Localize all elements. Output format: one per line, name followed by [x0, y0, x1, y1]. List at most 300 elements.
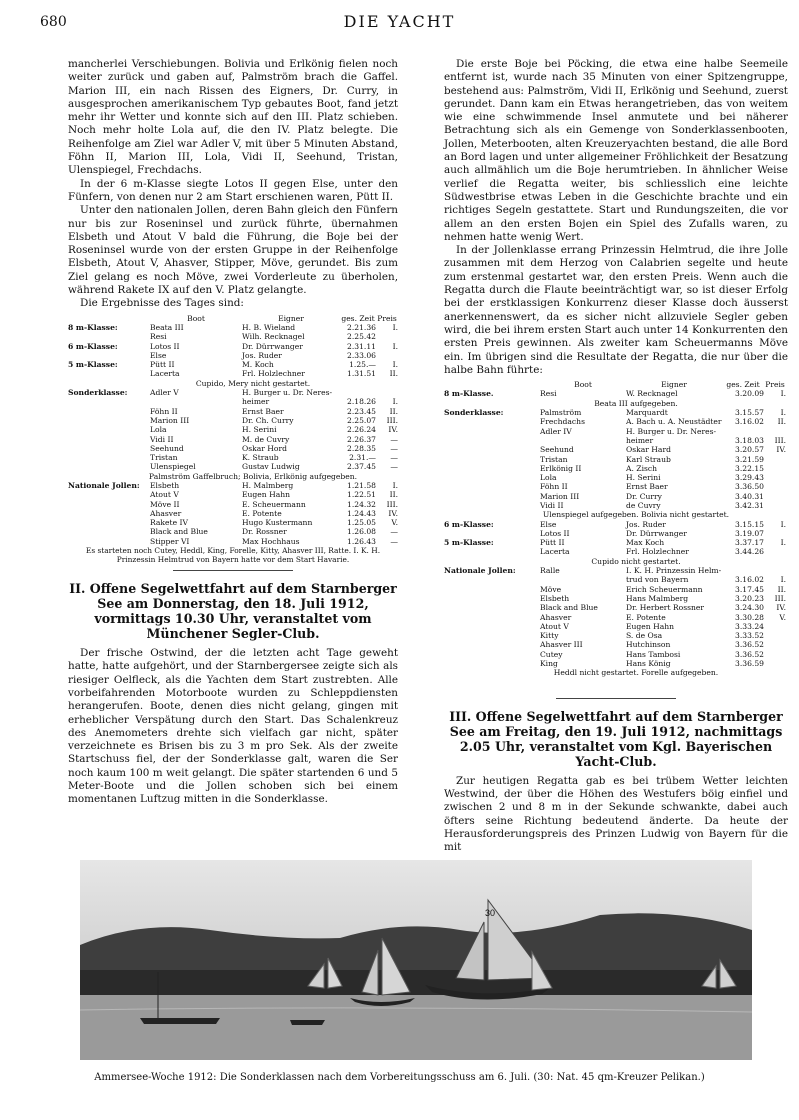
- total-time: [340, 388, 376, 397]
- results-row: [68, 490, 398, 499]
- results-row: [444, 492, 788, 501]
- results-row: [444, 427, 788, 436]
- paragraph: Die erste Boje bei Pöcking, die etwa eine halbe Seemeile entfernt ist, wurde nach 35 Minuten von einer Spitzengruppe, bestehend aus: Palmström, Vidi II, Erlkönig und Seehund, zuerst gerundet. Dann kam ein Etwas herangetrieben, das von weitem wie eine schwimmende Insel anmutete und bei näherer Betrachtung sich als ein Gemenge von Sonderklassenbooten, Jollen, Meterbooten, alten Kreuzeryachten bestand, die alle Bord an Bord lagen und unter allgemeiner Fröhlichkeit der Besatzung auch allmählich um die Boje herumtrieben. In ähnlicher Weise verlief die Regatta weiter, bis schliesslich eine leichte Südwestbrise etwas Leben in die Geschichte brachte und ein richtiges Segeln gestattete. Start und Rundungszeiten, die vor allem an den ersten Bojen ein Spiel des Zufalls waren, zu nehmen hatte wenig Wert.: [444, 58, 788, 243]
- prize: IV.: [776, 445, 786, 455]
- results-row: [68, 416, 398, 425]
- owner-name: Eugen Hahn: [242, 490, 291, 500]
- regatta-photo: [80, 860, 752, 1060]
- prize: I.: [780, 408, 786, 418]
- total-time: 1.22.51: [347, 490, 376, 500]
- owner-name: Gustav Ludwig: [242, 462, 300, 472]
- class-label: 6 m-Klasse:: [444, 519, 494, 529]
- total-time: 1.24.43: [347, 508, 376, 518]
- boat-name: [150, 397, 242, 406]
- results-row: [444, 594, 788, 603]
- boat-name: Föhn II: [540, 482, 568, 492]
- owner-name: Hans Tambosi: [626, 649, 681, 659]
- section-heading: III. Offene Segelwettfahrt auf dem Starnberger See am Freitag, den 19. Juli 1912, nachmittags 2.05 Uhr, veranstaltet vom Kgl. Bayerischen Yacht-Club.: [449, 708, 783, 769]
- results-row: [68, 518, 398, 527]
- results-row: [68, 453, 398, 462]
- boat-name: Erlkönig II: [540, 463, 582, 473]
- class-label: [68, 527, 150, 536]
- total-time: [722, 427, 764, 436]
- class-label: [444, 547, 540, 556]
- class-label: [444, 436, 540, 445]
- total-time: 2.28.35: [347, 443, 376, 453]
- boat-name: [540, 436, 626, 445]
- owner-name: H. Serini: [242, 425, 277, 435]
- prize: I.: [392, 397, 398, 407]
- total-time: 2.31.—: [349, 453, 376, 463]
- class-label: 6 m-Klasse:: [68, 341, 118, 351]
- boat-name: Elsbeth: [540, 593, 570, 603]
- owner-name: A. Zisch: [626, 463, 658, 473]
- boat-name: Tristan: [540, 454, 568, 464]
- boat-name: Vidi II: [540, 500, 564, 510]
- owner-name: trud von Bayern: [626, 575, 689, 585]
- class-label: Nationale Jollen:: [68, 480, 140, 490]
- results-row: [444, 613, 788, 622]
- class-label: [444, 659, 540, 668]
- boat-name: Möve II: [150, 499, 180, 509]
- prize: [764, 473, 786, 482]
- total-time: 3.33.24: [735, 621, 764, 631]
- total-time: 3.16.02: [735, 417, 764, 427]
- results-row: [444, 464, 788, 473]
- results-header: [68, 314, 398, 323]
- prize: [764, 482, 786, 491]
- results-row: [444, 631, 788, 640]
- boat-name: Seehund: [540, 445, 574, 455]
- results-row: [444, 455, 788, 464]
- boat-name: Möve: [540, 584, 562, 594]
- owner-name: de Cuvry: [626, 500, 661, 510]
- results-row: [444, 659, 788, 668]
- total-time: 1.25.05: [347, 518, 376, 528]
- class-label: [444, 622, 540, 631]
- class-label: [444, 473, 540, 482]
- results-row: [444, 482, 788, 491]
- total-time: 2.18.26: [347, 397, 376, 407]
- owner-name: heimer: [626, 435, 654, 445]
- paragraph: Der frische Ostwind, der die letzten acht Tage geweht hatte, hatte aufgehört, und der Starnbergersee zeigte sich als riesiger Oelfleck, als die Yachten dem Start zustrebten. Alle vorbeifahrenden Motorboote wurden zu Schleppdiensten herangerufen. Boote, denen dies nicht gelang, gingen mit erheblicher Verspätung durch den Start. Das Schalenkreuz des Anemometers drehte sich vielfach gar nicht, später verzeichnete es Brisen bis zu 3 m pro Sek. Als der zweite Startschuss fiel, der der Sonderklasse galt, waren die Ser noch kaum 100 m weit gelangt. Die später startenden 6 und 5 Meter-Boote und die Jollen schoben sich bei einem momentanen Luftzug mitten in die Sonderklasse.: [68, 647, 398, 806]
- owner-name: Ernst Baer: [626, 482, 668, 492]
- column-header: Eigner: [278, 313, 304, 323]
- prize: IV.: [388, 508, 398, 518]
- class-label: [68, 518, 150, 527]
- class-label: [444, 492, 540, 501]
- boat-name: Lotos II: [540, 528, 570, 538]
- results-row: [444, 622, 788, 631]
- total-time: 3.36.50: [735, 482, 764, 492]
- owner-name: Erich Scheuermann: [626, 584, 703, 594]
- total-time: 2.37.45: [347, 462, 376, 472]
- boat-name: Ahasver: [150, 508, 182, 518]
- total-time: 1.21.58: [347, 480, 376, 490]
- owner-name: M. de Cuvry: [242, 434, 290, 444]
- total-time: 2.21.36: [347, 322, 376, 332]
- total-time: 3.36.59: [735, 659, 764, 669]
- class-label: [444, 529, 540, 538]
- class-label: Nationale Jollen:: [444, 566, 516, 576]
- total-time: 3.15.57: [735, 408, 764, 418]
- class-label: [444, 603, 540, 612]
- owner-name: Ernst Baer: [242, 406, 284, 416]
- prize: [764, 631, 786, 640]
- prize: IV.: [776, 603, 786, 613]
- owner-name: H. Burger u. Dr. Neres-: [626, 426, 717, 436]
- class-label: [444, 613, 540, 622]
- prize: [376, 351, 398, 360]
- owner-name: S. de Osa: [626, 631, 663, 641]
- class-label: [68, 500, 150, 509]
- total-time: 3.24.30: [735, 603, 764, 613]
- owner-name: Max Koch: [626, 538, 665, 548]
- results-note: Ulenspiegel aufgegeben. Bolivia nicht gestartet.: [542, 510, 730, 520]
- class-label: [444, 501, 540, 510]
- class-label: 8 m-Klasse:: [68, 322, 118, 332]
- prize: [764, 529, 786, 538]
- prize: [764, 464, 786, 473]
- boat-name: Marion III: [540, 491, 580, 501]
- boat-name: Stipper VI: [150, 536, 190, 546]
- total-time: 2.31.11: [347, 341, 376, 351]
- total-time: 1.26.08: [347, 527, 376, 537]
- boat-name: Resi: [540, 389, 557, 399]
- class-label: [68, 509, 150, 518]
- prize: I.: [392, 341, 398, 351]
- boat-name: Black and Blue: [150, 527, 208, 537]
- results-row: [68, 369, 398, 378]
- class-label: [68, 453, 150, 462]
- prize: [764, 547, 786, 556]
- owner-name: heimer: [242, 397, 270, 407]
- owner-name: Wilh. Recknagel: [242, 332, 305, 342]
- owner-name: Jos. Ruder: [626, 519, 666, 529]
- class-label: [68, 444, 150, 453]
- results-row: [444, 408, 788, 417]
- class-label: 5 m-Klasse:: [68, 360, 118, 370]
- prize: I.: [780, 538, 786, 548]
- prize: I.: [780, 519, 786, 529]
- paragraph: Die Ergebnisse des Tages sind:: [80, 297, 244, 310]
- results-row: [68, 500, 398, 509]
- total-time: 3.42.31: [735, 500, 764, 510]
- class-label: [68, 407, 150, 416]
- boat-name: Lotos II: [150, 341, 180, 351]
- results-row: [444, 417, 788, 426]
- section-heading: II. Offene Segelwettfahrt auf dem Starnberger See am Donnerstag, den 18. Juli 1912, vormittags 10.30 Uhr, veranstaltet vom Münchener Segler-Club.: [69, 581, 397, 642]
- column-header: ges. Zeit: [726, 380, 760, 390]
- results-note: Beata III aufgegeben.: [594, 398, 678, 408]
- prize: II.: [777, 584, 786, 594]
- class-label: [68, 397, 150, 406]
- owner-name: E. Scheuermann: [242, 499, 306, 509]
- boat-name: Pütt II: [150, 360, 175, 370]
- results-row: [444, 445, 788, 454]
- owner-name: M. Koch: [242, 360, 274, 370]
- total-time: 2.23.45: [347, 406, 376, 416]
- boat-name: Ahasver III: [540, 640, 583, 650]
- results-row: [68, 481, 398, 490]
- prize: [764, 566, 786, 575]
- prize: III.: [774, 435, 786, 445]
- boat-name: Vidi II: [150, 434, 174, 444]
- class-label: [68, 435, 150, 444]
- class-label: [444, 575, 540, 584]
- boat-name: Beata III: [150, 322, 184, 332]
- prize: [764, 640, 786, 649]
- results-row: [68, 435, 398, 444]
- owner-name: Max Hochhaus: [242, 536, 300, 546]
- results-table-18-july-regatta: [444, 380, 788, 678]
- class-label: [68, 332, 150, 341]
- boat-name: Marion III: [150, 415, 190, 425]
- class-label: [444, 455, 540, 464]
- results-row: [68, 360, 398, 369]
- prize: —: [390, 434, 398, 444]
- results-row: [444, 520, 788, 529]
- left-column: [68, 58, 398, 807]
- class-label: 5 m-Klasse:: [444, 538, 494, 548]
- divider: [173, 570, 293, 571]
- sail-number: 30: [485, 908, 496, 918]
- total-time: 3.22.15: [735, 463, 764, 473]
- class-label: 8 m-Klasse.: [444, 389, 494, 399]
- results-row: [444, 436, 788, 445]
- results-row: [444, 538, 788, 547]
- prize: [764, 622, 786, 631]
- results-row: [444, 603, 788, 612]
- boat-name: King: [540, 659, 558, 669]
- results-row: [444, 585, 788, 594]
- total-time: 1.26.43: [347, 536, 376, 546]
- prize: V.: [779, 612, 786, 622]
- prize: [764, 427, 786, 436]
- owner-name: E. Potente: [626, 612, 666, 622]
- results-row: [68, 332, 398, 341]
- owner-name: Dr. Ch. Curry: [242, 415, 294, 425]
- total-time: 3.29.43: [735, 473, 764, 483]
- boat-name: Föhn II: [150, 406, 178, 416]
- owner-name: A. Bach u. A. Neustädter: [626, 417, 722, 427]
- boat-name: Adler IV: [540, 426, 572, 436]
- boat-name: Ralle: [540, 566, 560, 576]
- boat-name: Kitty: [540, 631, 559, 641]
- prize: I.: [392, 322, 398, 332]
- boat-name: Adler V: [150, 388, 179, 398]
- boat-name: Pütt II: [540, 538, 565, 548]
- boat-name: Atout V: [540, 621, 569, 631]
- class-label: [444, 594, 540, 603]
- prize: I.: [392, 480, 398, 490]
- results-row: [68, 342, 398, 351]
- class-label: [68, 490, 150, 499]
- boat-name: Resi: [150, 332, 167, 342]
- total-time: [722, 566, 764, 575]
- boat-name: Lola: [540, 473, 557, 483]
- total-time: 3.18.03: [735, 435, 764, 445]
- boat-name: Cutey: [540, 649, 563, 659]
- owner-name: Dr. Dürrwanger: [242, 341, 303, 351]
- boat-name: Atout V: [150, 490, 179, 500]
- owner-name: Hans Malmberg: [626, 593, 689, 603]
- owner-name: Frl. Holzlechner: [242, 369, 305, 379]
- boat-name: Rakete IV: [150, 518, 188, 528]
- results-row: [444, 640, 788, 649]
- prize: I.: [392, 360, 398, 370]
- results-row: [444, 501, 788, 510]
- total-time: 3.40.31: [735, 491, 764, 501]
- class-label: [444, 650, 540, 659]
- results-note: Palmström Gaffelbruch; Bolivia, Erlkönig aufgegeben.: [148, 471, 358, 481]
- results-note: Cupido, Mery nicht gestartet.: [195, 378, 311, 388]
- results-row: [68, 509, 398, 518]
- paragraph: In der Jollenklasse errang Prinzessin Helmtrud, die ihre Jolle zusammen mit dem Herzog von Calabrien segelte und heute zum erstenmal gestartet war, den ersten Preis. Wenn auch die Regatta durch die Flaute beeinträchtigt war, so ist dieser Erfolg bei der erstklassigen Konkurrenz dieser Klasse doch äusserst anerkennenswert, da es sicher nicht allzuviele Segler geben wird, die bei ihrem ersten Start auch unter 14 Konkurrenten den ersten Preis gewinnen. Als zweiter kam Scheuermanns Möve ein. Im übrigen sind die Resultate der Regatta, die nur über die halbe Bahn führte:: [444, 244, 788, 376]
- prize: —: [390, 462, 398, 472]
- class-label: [444, 427, 540, 436]
- boat-name: Black and Blue: [540, 603, 598, 613]
- total-time: 2.26.24: [347, 425, 376, 435]
- boat-name: [540, 575, 626, 584]
- sailboats-photo: [80, 860, 752, 1060]
- boat-name: Frechdachs: [540, 417, 585, 427]
- total-time: 3.36.52: [735, 649, 764, 659]
- boat-name: Lacerta: [540, 547, 570, 557]
- prize: [764, 492, 786, 501]
- total-time: 1.24.32: [347, 499, 376, 509]
- prize: II.: [389, 490, 398, 500]
- owner-name: Hans König: [626, 659, 671, 669]
- results-row: [68, 397, 398, 406]
- column-header: Boot: [574, 380, 592, 390]
- class-label: Sonderklasse:: [444, 408, 504, 418]
- results-row: [68, 527, 398, 536]
- class-label: Sonderklasse:: [68, 388, 128, 398]
- column-header: ges. Zeit: [341, 313, 375, 323]
- prize: III.: [774, 593, 786, 603]
- class-label: [68, 537, 150, 546]
- prize: I.: [780, 575, 786, 585]
- photo-caption: Ammersee-Woche 1912: Die Sonderklassen nach dem Vorbereitungsschuss am 6. Juli. (30: Nat. 45 qm-Kreuzer Pelikan.): [94, 1072, 705, 1083]
- owner-name: Oskar Hord: [242, 443, 287, 453]
- prize: II.: [777, 417, 786, 427]
- total-time: 3.20.23: [735, 593, 764, 603]
- boat-name: Palmström: [540, 408, 582, 418]
- total-time: 2.25.07: [347, 415, 376, 425]
- owner-name: H. Serini: [626, 473, 661, 483]
- results-table-18-july: [68, 314, 398, 546]
- prize: —: [390, 536, 398, 546]
- magazine-title: DIE YACHT: [343, 12, 456, 31]
- prize: II.: [389, 369, 398, 379]
- owner-name: H. Burger u. Dr. Neres-: [242, 388, 333, 398]
- boat-name: Lola: [150, 425, 167, 435]
- results-row: [444, 473, 788, 482]
- right-column: [444, 58, 788, 854]
- results-row: [68, 351, 398, 360]
- results-row: [68, 444, 398, 453]
- prize: [376, 332, 398, 341]
- column-header: Preis: [377, 313, 397, 323]
- results-header: [444, 380, 788, 389]
- owner-name: Karl Straub: [626, 454, 671, 464]
- paragraph: Unter den nationalen Jollen, deren Bahn gleich den Fünfern nur bis zur Roseninsel und zurück führte, übernahmen Elsbeth und Atout V bald die Führung, die Boje bei der Roseninsel wurde von der ersten Gruppe in der Reihenfolge Elsbeth, Atout V, Ahasver, Stipper, Möve, gerundet. Bis zum Ziel gelang es noch Möve, zwei Vorderleute zu überholen, während Rakete IX auf den V. Platz gelangte.: [68, 204, 398, 297]
- results-row: [444, 389, 788, 398]
- boat-name: Ahasver: [540, 612, 572, 622]
- boat-name: Lacerta: [150, 369, 180, 379]
- paragraph: Zur heutigen Regatta gab es bei trübem Wetter leichten Westwind, der über die Höhen des Westufers böig einfiel und zwischen 2 und 8 m in der Sekunde schwankte, dabei auch öfters seine Richtung bedeutend änderte. Da heute der Herausforderungspreis des Prinzen Ludwig von Bayern für die mit: [444, 774, 788, 854]
- total-time: 3.17.45: [735, 584, 764, 594]
- owner-name: H. Malmberg: [242, 480, 294, 490]
- column-header: Boot: [187, 313, 205, 323]
- prize: —: [390, 443, 398, 453]
- results-row: [68, 323, 398, 332]
- owner-name: Dr. Dürrwanger: [626, 528, 687, 538]
- class-label: [68, 425, 150, 434]
- prize: II.: [389, 406, 398, 416]
- boat-name: Ulenspiegel: [150, 462, 196, 472]
- total-time: 3.21.59: [735, 454, 764, 464]
- total-time: 1.31.51: [347, 369, 376, 379]
- class-label: [444, 445, 540, 454]
- total-time: 2.25.42: [347, 332, 376, 342]
- class-label: [68, 416, 150, 425]
- prize: [764, 501, 786, 510]
- class-label: [444, 585, 540, 594]
- class-label: [444, 482, 540, 491]
- prize: [764, 650, 786, 659]
- results-note: Heddl nicht gestartet. Forelle aufgegeben.: [553, 668, 719, 678]
- total-time: 3.36.52: [735, 640, 764, 650]
- results-row: [68, 462, 398, 471]
- owner-name: W. Recknagel: [626, 389, 678, 399]
- results-row: [444, 575, 788, 584]
- results-row: [444, 650, 788, 659]
- results-row: [68, 388, 398, 397]
- boat-name: Else: [150, 350, 167, 360]
- divider: [556, 698, 676, 699]
- prize: IV.: [388, 425, 398, 435]
- results-row: [68, 407, 398, 416]
- prize: [764, 455, 786, 464]
- total-time: 2.26.37: [347, 434, 376, 444]
- total-time: 3.16.02: [735, 575, 764, 585]
- results-note: Cupido nicht gestartet.: [591, 556, 681, 566]
- total-time: 3.37.17: [735, 538, 764, 548]
- paragraph: In der 6 m-Klasse siegte Lotos II gegen Else, unter den Fünfern, von denen nur 2 am Start erschienen waren, Pütt II.: [68, 177, 398, 203]
- prize: —: [390, 453, 398, 463]
- owner-name: E. Potente: [242, 508, 282, 518]
- owner-name: Dr. Curry: [626, 491, 662, 501]
- owner-name: Marquardt: [626, 408, 668, 418]
- boat-name: Tristan: [150, 453, 178, 463]
- total-time: 3.15.15: [735, 519, 764, 529]
- total-time: 3.20.57: [735, 445, 764, 455]
- prize: I.: [780, 389, 786, 399]
- total-time: 3.33.52: [735, 631, 764, 641]
- prize: [764, 659, 786, 668]
- class-label: [68, 462, 150, 471]
- prize: —: [390, 527, 398, 537]
- owner-name: Hutchinson: [626, 640, 671, 650]
- results-row: [444, 566, 788, 575]
- results-row: [68, 425, 398, 434]
- owner-name: Oskar Hard: [626, 445, 671, 455]
- column-header: Eigner: [661, 380, 687, 390]
- prize: [376, 388, 398, 397]
- total-time: 3.30.28: [735, 612, 764, 622]
